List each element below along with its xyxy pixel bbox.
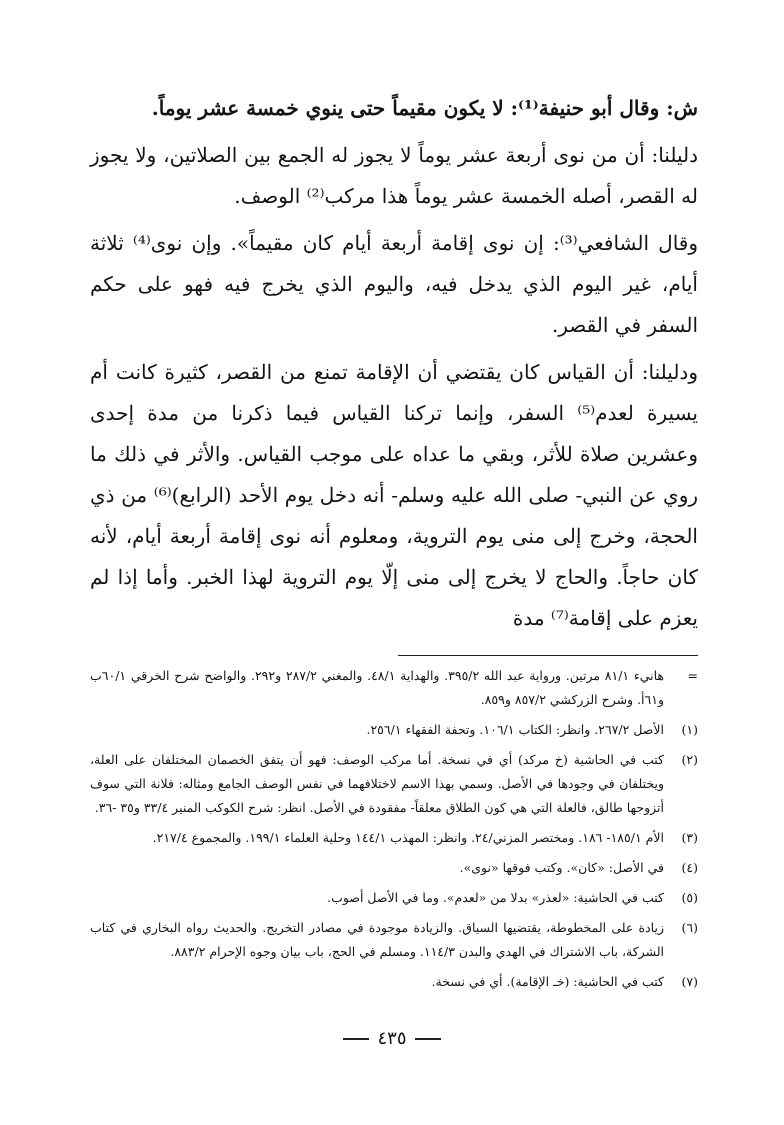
paragraph-3: وقال الشافعي⁽³⁾: إن نوى إقامة أربعة أيام كان مقيماً». وإن نوى⁽⁴⁾ ثلاثة أيام، غير اليوم الذي يدخل فيه، واليوم الذي يخرج فيه فهو على حكم السفر في القصر. [90, 231, 699, 337]
footnote-number: = [687, 668, 698, 683]
footnote-number: (٣) [681, 830, 698, 845]
page-content [90, 88, 698, 1000]
footnote-text: كتب في الحاشية: «لعذر» بدلا من «لعدم». وما في الأصل أصوب. [327, 890, 664, 905]
footnote-text: الأم ١٨٥/١- ١٨٦. ومختصر المزني/٢٤. وانظر: المهذب ١٤٤/١ وحلية العلماء ١٩٩/١. والمجموع ٢١٧/٤. [152, 830, 664, 845]
footnote-2 [90, 748, 698, 820]
footnote-number: (١) [681, 722, 698, 737]
paragraph-1: ش: وقال أبو حنيفة⁽¹⁾: لا يكون مقيماً حتى ينوي خمسة عشر يوماً. [151, 96, 698, 120]
page-number: ٤٣٥ [377, 1028, 407, 1049]
footnote-7 [90, 970, 698, 994]
page-number-area [0, 1028, 784, 1049]
paragraph-4: ودليلنا: أن القياس كان يقتضي أن الإقامة تمنع من القصر، كثيرة كانت أم يسيرة لعدم⁽⁵⁾ السفر، وإنما تركنا القياس فيما ذكرنا من مدة إحدى وعشرين صلاة للأثر، وبقي ما عداه على موجب القياس. والأثر في ذلك ما روي عن النبي- صلى الله عليه وسلم- أنه دخل يوم الأحد (الرابع)⁽⁶⁾ من ذي الحجة، وخرج إلى منى يوم التروية، ومعلوم أنه نوى إقامة أربعة أيام، لأنه كان حاجاً. والحاج لا يخرج إلى منى إلّا يوم التروية لهذا الخبر. وأما إذا لم يعزم على إقامة⁽⁷⁾ مدة [90, 360, 699, 630]
footnote-number: (٢) [681, 752, 698, 767]
footnote-5 [90, 886, 698, 910]
footnote-text: في الأصل: «كان». وكتب فوقها «نوى». [459, 860, 664, 875]
footnote-3 [90, 826, 698, 850]
footnote-text: كتب في الحاشية: (خـ الإقامة). أي في نسخة. [431, 974, 664, 989]
page-number-dash [343, 1038, 369, 1040]
footnote-text: هانيء ٨١/١ مرتين. ورواية عبد الله ٣٩٥/٢. والهداية ٤٨/١. والمغني ٢٨٧/٢ و٢٩٢. والواضح شرح الخرقي ٦٠/١ب و٦١أ. وشرح الزركشي ٨٥٧/٢ و٨٥٩. [90, 668, 665, 707]
footnote-number: (٧) [681, 974, 698, 989]
page-number-dash [415, 1038, 441, 1040]
footnote-text: زيادة على المخطوطة، يقتضيها السياق. والزيادة موجودة في مصادر التخريج. والحديث رواه البخاري في كتاب الشركة، باب الاشتراك في الهدي والبدن ١١٤/٣. ومسلم في الحج، باب بيان وجوه الإحرام ٨٨٣/٢. [90, 920, 664, 959]
footnote-text: كتب في الحاشية (خ مركد) أي في نسخة. أما مركب الوصف: فهو أن يتفق الخصمان المختلفان على العلة، ويختلفان في وجودها في الأصل. وسمي بهذا الاسم لاختلافهما في نفس الوصف الجامع ومثاله: فلانة التي سوف أتزوجها طالق، فالعلة التي هي كون الطلاق معلقاً- مفقودة في الأصل. انظر: شرح الكوكب المنير ٣٣/٤ و٣٥ -٣٦. [90, 752, 664, 815]
paragraph-2: دليلنا: أن من نوى أربعة عشر يوماً لا يجوز له الجمع بين الصلاتين، ولا يجوز له القصر، أصله الخمسة عشر يوماً هذا مركب⁽²⁾ الوصف. [90, 143, 698, 208]
footnote-number: (٤) [681, 860, 698, 875]
footnote-text: الأصل ٢٦٧/٢. وانظر: الكتاب ١٠٦/١. وتحفة الفقهاء ٢٥٦/١. [366, 722, 664, 737]
footnotes [90, 664, 698, 994]
footnote-divider [398, 655, 698, 656]
footnote-4 [90, 856, 698, 880]
footnote-number: (٦) [681, 920, 698, 935]
footnote-6 [90, 916, 698, 964]
footnote-1 [90, 718, 698, 742]
footnote-continuation [90, 664, 698, 712]
footnote-number: (٥) [681, 890, 698, 905]
